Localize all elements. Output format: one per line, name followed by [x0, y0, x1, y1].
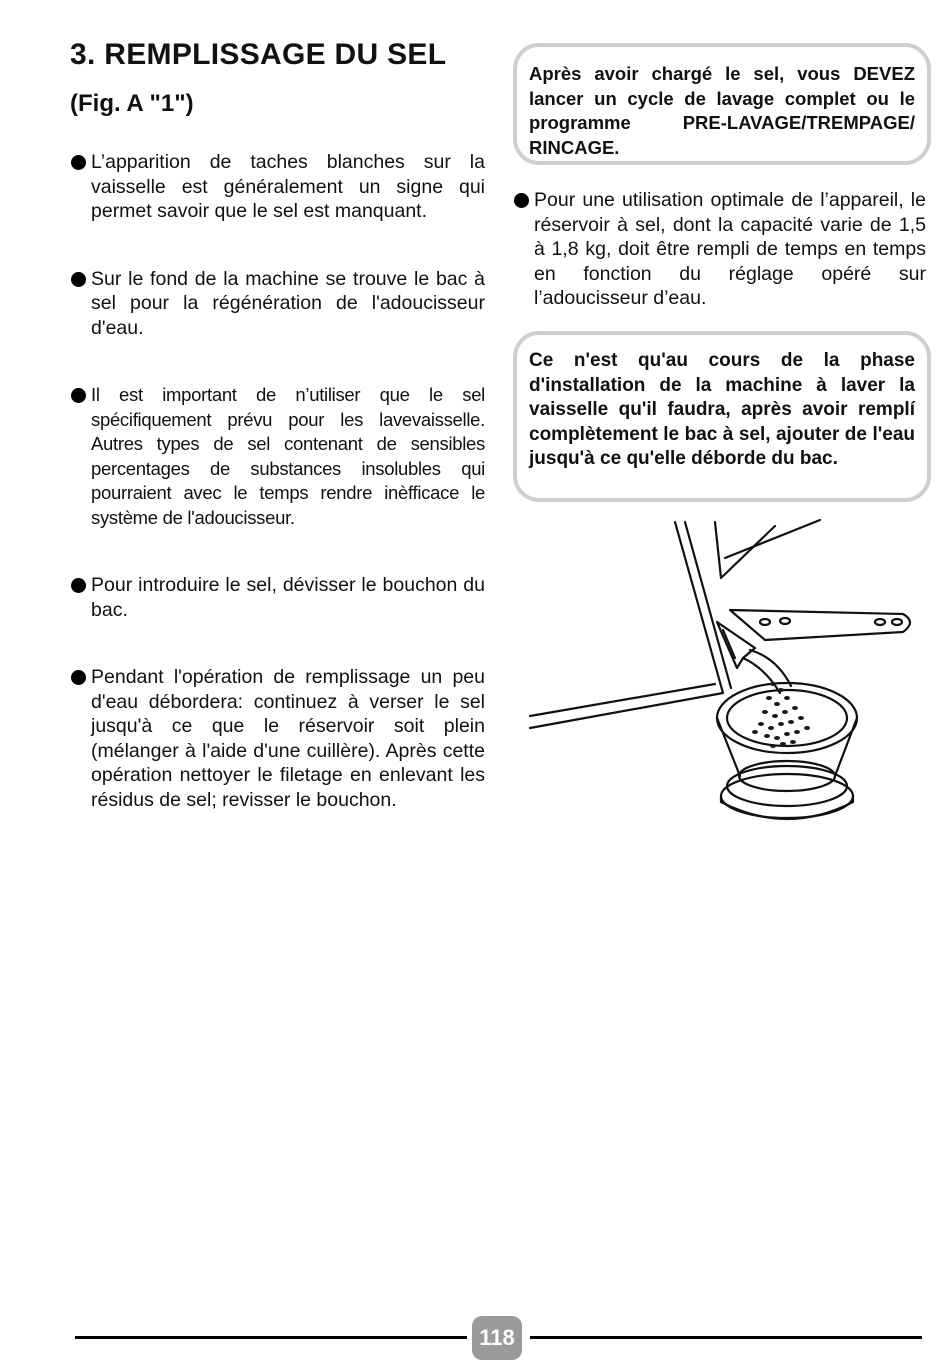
note-text: Ce n'est qu'au cours de la phase d'installation de la machine à laver la vaisselle qu'il faudra, après avoir remplí complètement le bac à sel, ajouter de l'eau jusqu'à ce qu'elle déborde du bac. — [529, 350, 915, 469]
page-number-badge: 118 — [472, 1316, 522, 1360]
bullet-dot-icon — [71, 388, 86, 403]
bullet-text: Pour une utilisation optimale de l’appareil, le réservoir à sel, dont la capacité varie de 1,5 à 1,8 kg, doit être rempli de temps en temps en fonction du réglage opéré sur l’adoucisseur d’eau. — [534, 189, 926, 309]
bullet-item — [70, 267, 485, 341]
bullet-item — [70, 573, 485, 622]
bullet-text: Pour introduire le sel, dévisser le bouchon du bac. — [91, 574, 485, 621]
footer-rule-left — [75, 1336, 467, 1339]
bullet-item — [70, 665, 485, 812]
salt-pouring-illustration — [525, 518, 935, 823]
bullet-text: Sur le fond de la machine se trouve le bac à sel pour la régénération de l'adoucisseur d'eau. — [91, 267, 485, 339]
bullet-dot-icon — [71, 578, 86, 593]
footer-rule-right — [530, 1336, 922, 1339]
note-box-installation — [513, 331, 931, 502]
figure-reference: (Fig. A "1") — [70, 90, 194, 117]
bullet-dot-icon — [71, 155, 86, 170]
right-column-bullet — [513, 188, 926, 311]
bullet-dot-icon — [514, 193, 529, 208]
bullet-item — [70, 150, 485, 224]
bullet-item — [70, 383, 485, 530]
bullet-text: Il est important de n’utiliser que le sel spécifiquement prévu pour les lavevaisselle. Autres types de sel contenant de sensibles percentages de substances insolubles qui pourraient avec le temps rendre inèfficace le système de l'adoucisseur. — [91, 384, 485, 528]
bullet-item — [513, 188, 926, 311]
page-title: 3. REMPLISSAGE DU SEL — [70, 38, 447, 71]
bullet-dot-icon — [71, 670, 86, 685]
bullet-dot-icon — [71, 272, 86, 287]
note-text: Après avoir chargé le sel, vous DEVEZ lancer un cycle de lavage complet ou le programme PRE-LAVAGE/TREMPAGE/ RINCAGE. — [529, 63, 915, 158]
left-column — [70, 150, 485, 812]
note-box-cycle — [513, 43, 931, 165]
bullet-text: Pendant l'opération de remplissage un peu d'eau débordera: continuez à verser le sel jusqu'à ce que le réservoir soit plein (mélanger à l'aide d'une cuillère). Après cette opération nettoyer le filetage en enlevant les résidus de sel; revisser le bouchon. — [91, 666, 485, 811]
bullet-text: L’apparition de taches blanches sur la vaisselle est généralement un signe qui permet savoir que le sel est manquant. — [91, 151, 485, 222]
